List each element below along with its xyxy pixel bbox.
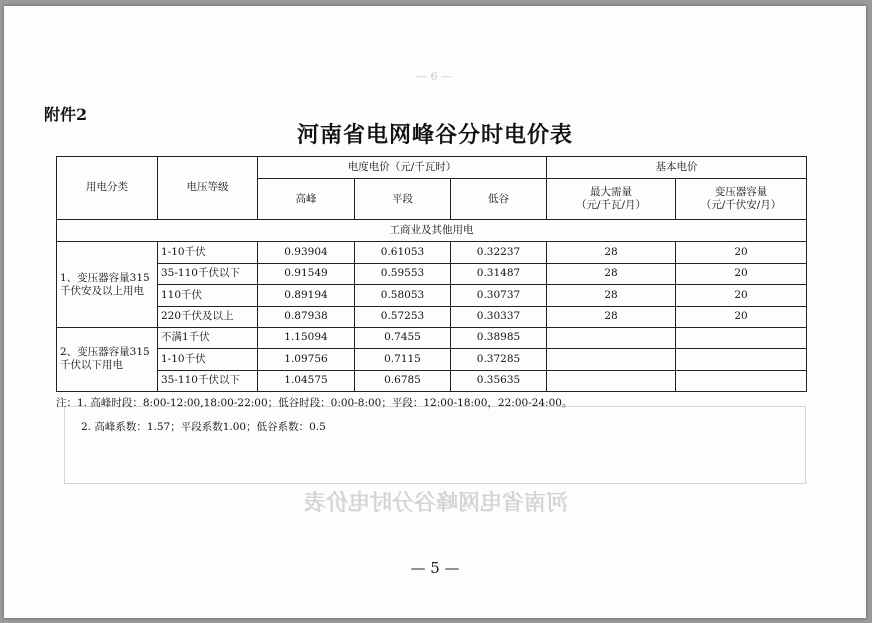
cell-peak: 0.89194 <box>258 285 355 306</box>
notes <box>56 395 572 443</box>
attachment-label: 附件2 <box>44 105 88 124</box>
cell-voltage: 35-110千伏以下 <box>158 263 258 284</box>
cell-demand: 28 <box>547 242 676 263</box>
header-voltage: 电压等级 <box>158 157 258 220</box>
cell-flat: 0.59553 <box>355 263 451 284</box>
header-capacity-name: 变压器容量 <box>714 186 768 199</box>
cell-capacity <box>676 370 807 391</box>
cell-demand <box>547 370 676 391</box>
header-category: 用电分类 <box>57 157 158 220</box>
cell-voltage: 1-10千伏 <box>158 242 258 263</box>
price-table <box>56 156 807 392</box>
bleed-through-title: 河南省电网峰谷分时电价表 <box>304 490 569 516</box>
header-basic-price: 基本电价 <box>547 157 807 179</box>
cell-voltage: 不满1千伏 <box>158 327 258 348</box>
cell-flat: 0.61053 <box>355 242 451 263</box>
cell-peak: 0.93904 <box>258 242 355 263</box>
note-2: 2. 高峰系数：1.57；平段系数1.00；低谷系数：0.5 <box>81 421 326 433</box>
table-row <box>57 285 807 306</box>
cell-valley: 0.31487 <box>451 263 547 284</box>
cell-capacity: 20 <box>676 263 807 284</box>
cell-valley: 0.30337 <box>451 306 547 327</box>
cell-voltage: 1-10千伏 <box>158 349 258 370</box>
header-capacity <box>676 179 807 220</box>
section-row: 工商业及其他用电 <box>57 220 807 242</box>
cell-peak: 0.91549 <box>258 263 355 284</box>
document-page <box>4 6 866 618</box>
cell-flat: 0.6785 <box>355 370 451 391</box>
cell-capacity: 20 <box>676 285 807 306</box>
table-row <box>57 306 807 327</box>
note-1: 注：1. 高峰时段：8:00-12:00,18:00-22:00；低谷时段：0:00-8:00；平段：12:00-18:00，22:00-24:00。 <box>56 397 573 409</box>
cell-capacity <box>676 349 807 370</box>
header-peak: 高峰 <box>258 179 355 220</box>
cell-capacity: 20 <box>676 242 807 263</box>
cell-voltage: 220千伏及以上 <box>158 306 258 327</box>
header-max-demand-unit: （元/千瓦/月） <box>575 199 647 212</box>
group-label: 1、变压器容量315千伏安及以上用电 <box>57 242 158 327</box>
header-max-demand-name: 最大需量 <box>590 186 632 199</box>
cell-flat: 0.7115 <box>355 349 451 370</box>
cell-voltage: 110千伏 <box>158 285 258 306</box>
header-capacity-unit: （元/千伏安/月） <box>700 199 782 212</box>
cell-capacity: 20 <box>676 306 807 327</box>
cell-demand <box>547 349 676 370</box>
header-valley: 低谷 <box>451 179 547 220</box>
top-page-mark: — 6 — <box>416 70 452 83</box>
cell-flat: 0.57253 <box>355 306 451 327</box>
cell-demand <box>547 327 676 348</box>
header-flat: 平段 <box>355 179 451 220</box>
table-row <box>57 242 807 263</box>
cell-voltage: 35-110千伏以下 <box>158 370 258 391</box>
cell-valley: 0.35635 <box>451 370 547 391</box>
cell-flat: 0.7455 <box>355 327 451 348</box>
cell-flat: 0.58053 <box>355 285 451 306</box>
cell-demand: 28 <box>547 306 676 327</box>
cell-peak: 0.87938 <box>258 306 355 327</box>
table-row <box>57 370 807 391</box>
header-max-demand <box>547 179 676 220</box>
cell-valley: 0.37285 <box>451 349 547 370</box>
table-row <box>57 263 807 284</box>
cell-valley: 0.38985 <box>451 327 547 348</box>
document-title: 河南省电网峰谷分时电价表 <box>296 122 573 148</box>
cell-peak: 1.09756 <box>258 349 355 370</box>
cell-peak: 1.04575 <box>258 370 355 391</box>
cell-peak: 1.15094 <box>258 327 355 348</box>
cell-valley: 0.32237 <box>451 242 547 263</box>
cell-demand: 28 <box>547 285 676 306</box>
cell-capacity <box>676 327 807 348</box>
header-energy-price: 电度电价（元/千瓦时） <box>258 157 547 179</box>
table-row <box>57 349 807 370</box>
group-label: 2、变压器容量315千伏以下用电 <box>57 327 158 391</box>
cell-valley: 0.30737 <box>451 285 547 306</box>
page-number: — 5 — <box>410 559 460 577</box>
table-row <box>57 327 807 348</box>
cell-demand: 28 <box>547 263 676 284</box>
